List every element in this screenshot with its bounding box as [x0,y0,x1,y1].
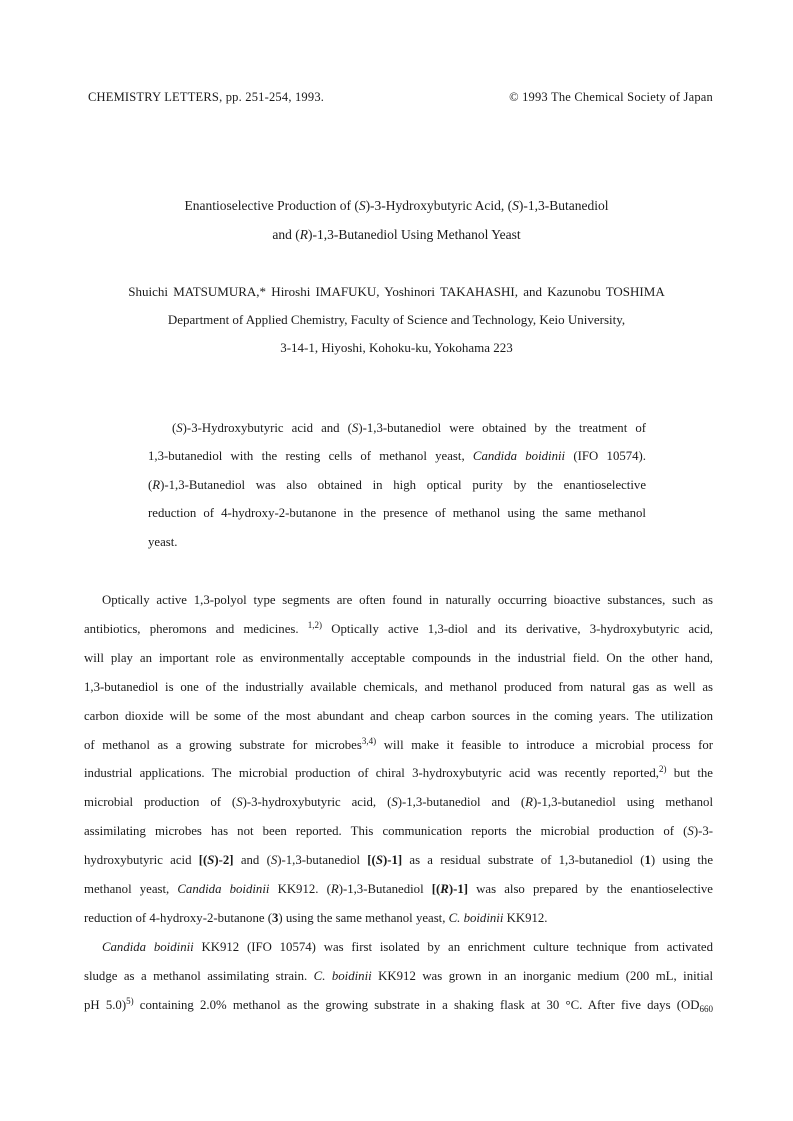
abstract-line: reduction of 4-hydroxy-2-butanone in the presence of methanol using the same methanol [148,506,646,521]
title-line-2: and (R)-1,3-Butanediol Using Methanol Yeast [272,227,521,242]
abstract [148,414,646,556]
body-line: industrial applications. The microbial production of chiral 3-hydroxybutyric acid was recently reported,$^{2)}$ but the [84,764,713,781]
body-line: pH 5.0)$^{5)}$ containing 2.0% methanol as the growing substrate in a shaking flask at 30 °C. After five days ($OD_{660}$ [84,995,713,1014]
abstract-line: yeast. [148,534,178,549]
affiliation-line-1: Department of Applied Chemistry, Faculty of Science and Technology, Keio University, [167,312,626,327]
body-line: reduction of 4-hydroxy-2-butanone (3) using the same methanol yeast, C. boidinii KK912. [84,910,548,925]
title-line-1: Enantioselective Production of (S)-3-Hydroxybutyric Acid, (S)-1,3-Butanediol [184,198,609,213]
body-line: Optically active 1,3-polyol type segments are often found in naturally occurring bioactive substances, such as [102,593,713,607]
abstract-line: (S)-3-Hydroxybutyric acid and (S)-1,3-butanediol were obtained by the treatment of [172,421,646,435]
journal-citation: CHEMISTRY LETTERS, pp. 251-254, 1993. [88,90,325,104]
body-line: of methanol as a growing substrate for microbes$^{3,4)}$ will make it feasible to introduce a microbial process for [84,735,713,752]
author-list: Shuichi MATSUMURA,* Hiroshi IMAFUKU, Yoshinori TAKAHASHI, and Kazunobu TOSHIMA [128,284,665,299]
abstract-line: (R)-1,3-Butanediol was also obtained in high optical purity by the enantioselective [148,477,646,492]
body-line: microbial production of (S)-3-hydroxybutyric acid, (S)-1,3-butanediol and (R)-1,3-butanediol using methanol [84,795,713,810]
body-line: carbon dioxide will be some of the most abundant and cheap carbon sources in the coming years. The utilization [84,708,713,723]
body-line: Candida boidinii KK912 (IFO 10574) was first isolated by an enrichment culture technique from activated [102,939,713,954]
body-line: methanol yeast, Candida boidinii KK912. (R)-1,3-Butanediol [(R)-1] was also prepared by the enantioselective [84,882,713,897]
abstract-line: 1,3-butanediol with the resting cells of methanol yeast, Candida boidinii (IFO 10574). [148,449,646,464]
body-line: will play an important role as environmentally acceptable compounds in the industrial field. On the other hand, [84,650,713,665]
body-line: 1,3-butanediol is one of the industrially available chemicals, and methanol produced from natural gas as well as [84,679,713,694]
affiliation-line-2: 3-14-1, Hiyoshi, Kohoku-ku, Yokohama 223 [280,340,513,355]
body-line: hydroxybutyric acid [(S)-2] and (S)-1,3-butanediol [(S)-1] as a residual substrate of 1,3-butanediol (1) using the [84,853,713,868]
body-text [84,586,713,1020]
body-line: sludge as a methanol assimilating strain. C. boidinii KK912 was grown in an inorganic medium (200 mL, initial [84,968,713,983]
body-line: antibiotics, pheromons and medicines. $^{1,2)}$ Optically active 1,3-diol and its derivative, 3-hydroxybutyric acid, [84,619,713,636]
body-line: assimilating microbes has not been reported. This communication reports the microbial production of (S)-3- [84,824,713,839]
copyright-notice: © 1993 The Chemical Society of Japan [509,90,713,104]
